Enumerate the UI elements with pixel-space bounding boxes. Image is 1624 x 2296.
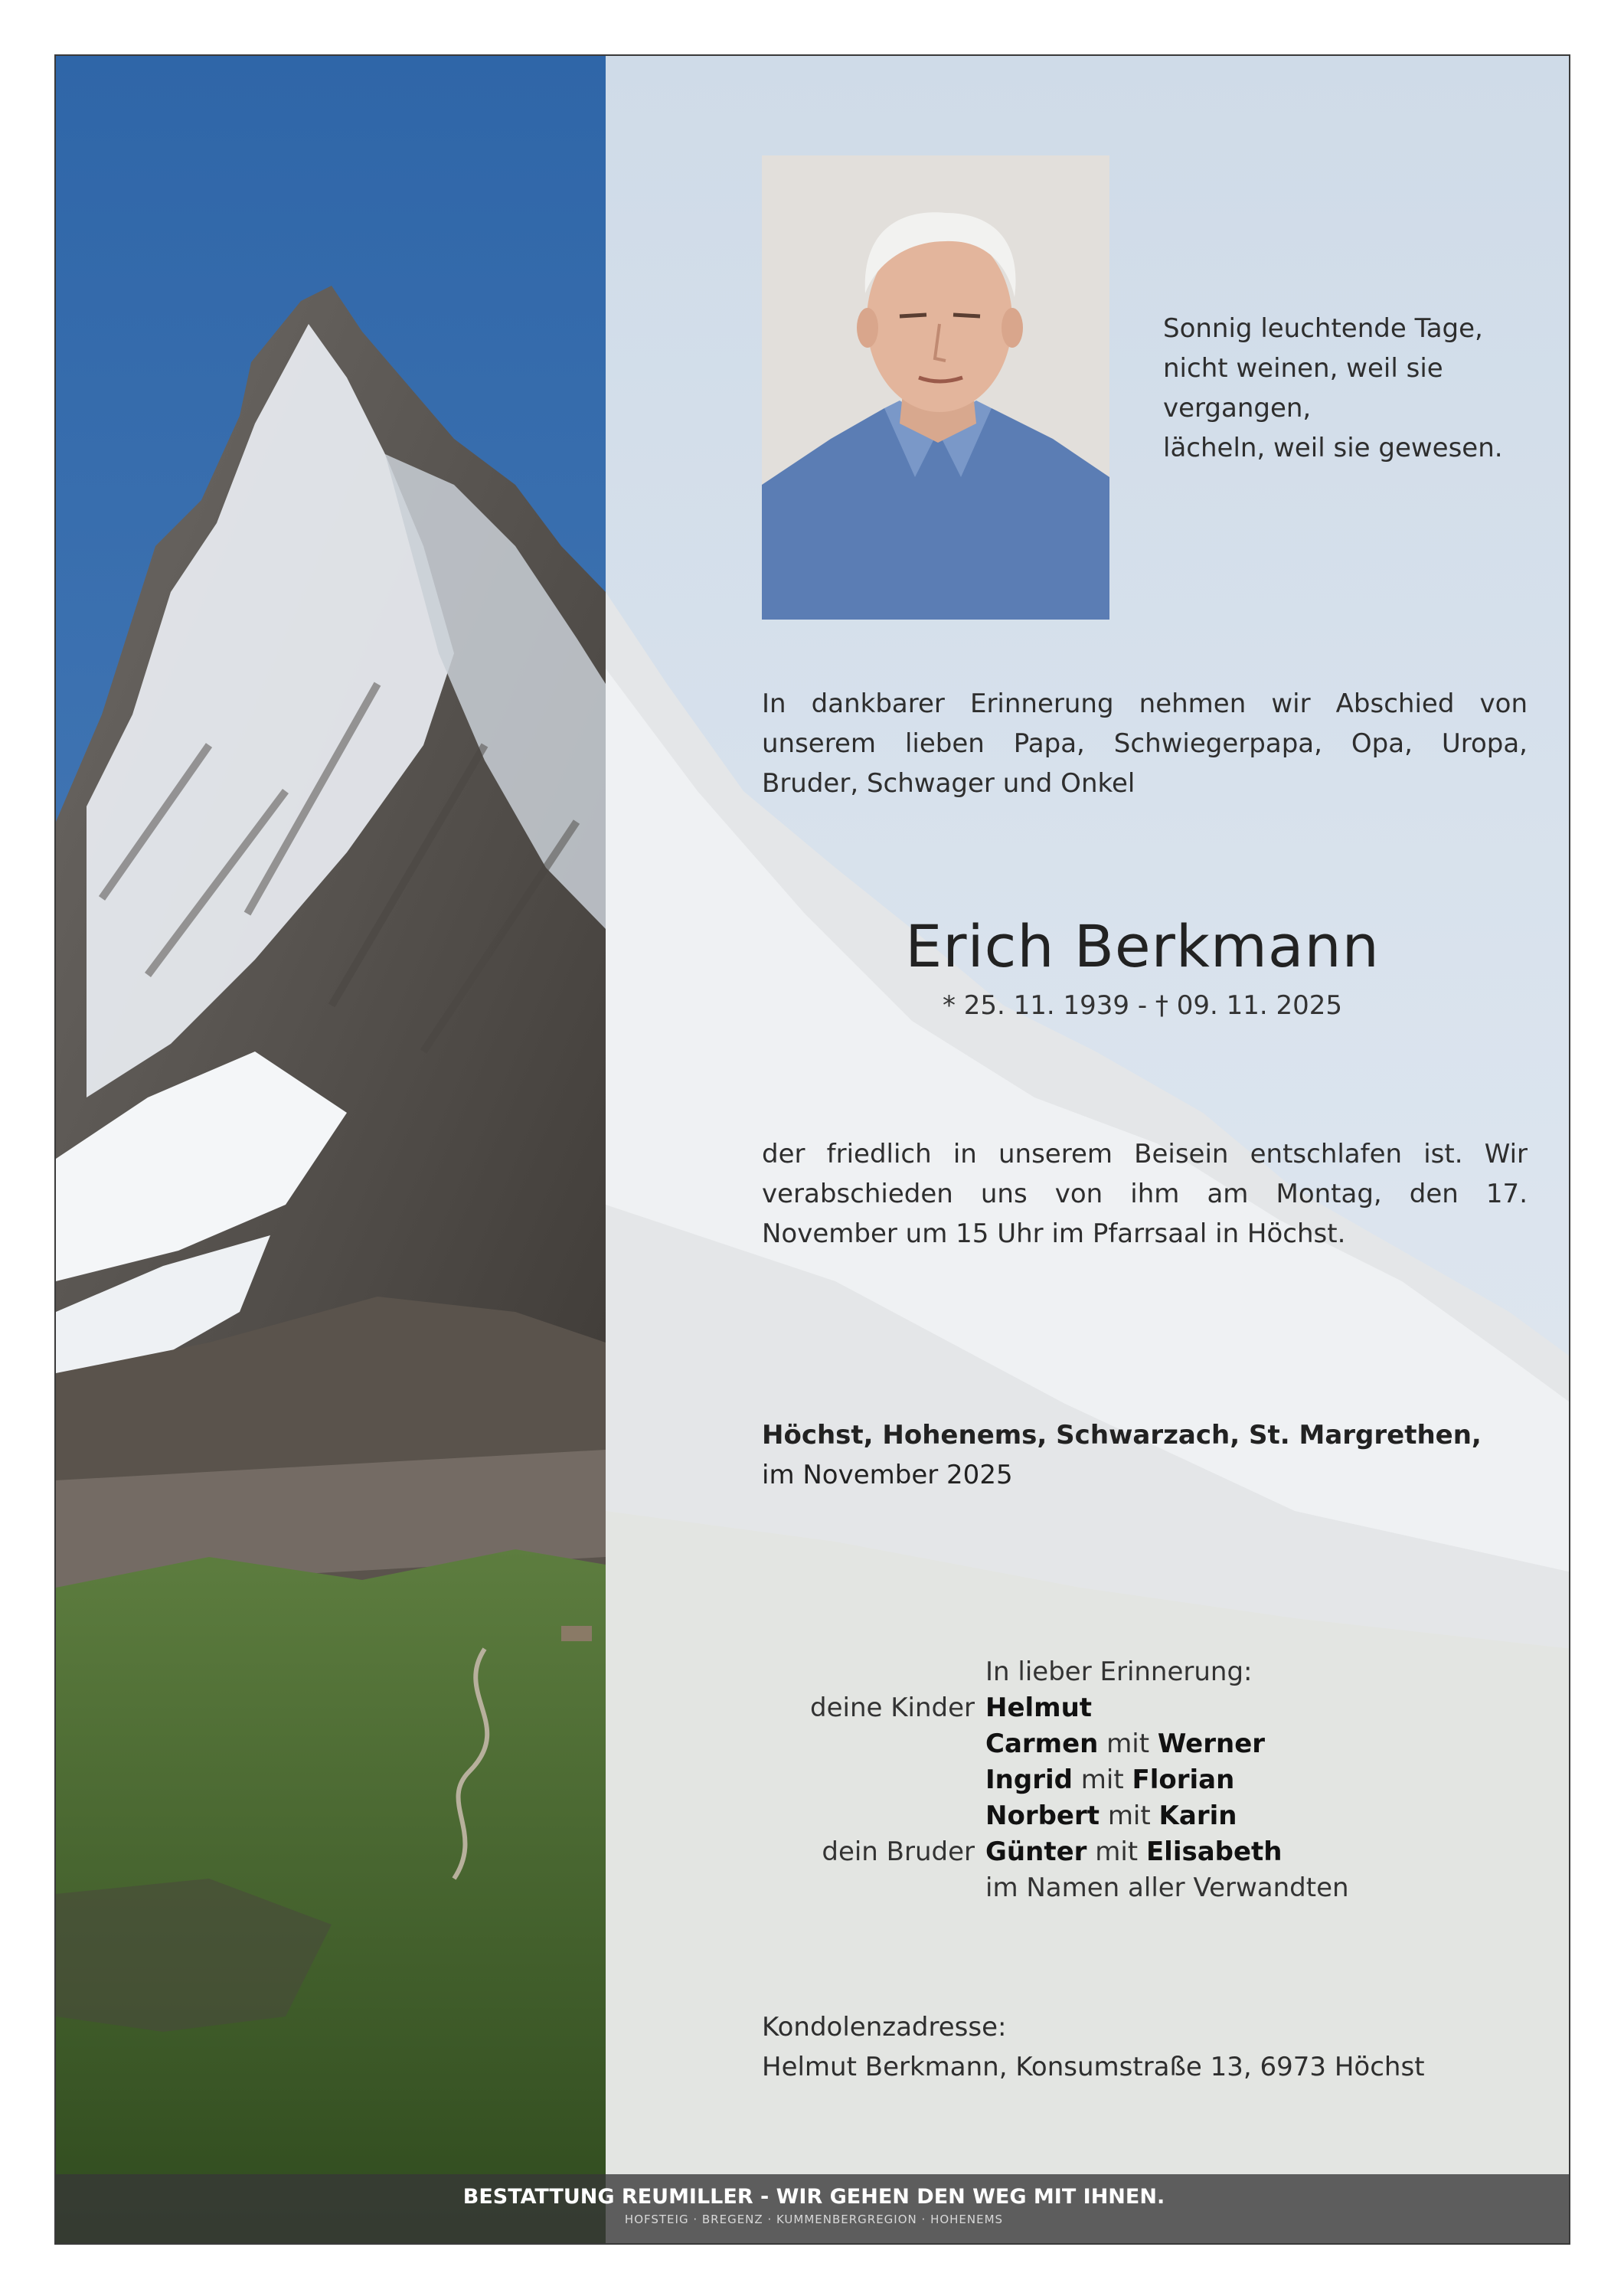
children-label: deine Kinder bbox=[810, 1693, 975, 1723]
mountain-photo bbox=[56, 56, 606, 2245]
mourner-partner-name: Karin bbox=[1158, 1800, 1237, 1831]
mourner-name: Carmen bbox=[985, 1729, 1099, 1759]
mourner-row bbox=[721, 1726, 1486, 1762]
with-word: mit bbox=[1107, 1800, 1151, 1831]
mourner-partner-name: Florian bbox=[1132, 1765, 1235, 1795]
mourner-partner-name: Elisabeth bbox=[1145, 1836, 1283, 1867]
poem bbox=[1163, 309, 1531, 468]
mourner-name: Helmut bbox=[985, 1693, 1093, 1723]
place-and-date bbox=[762, 1415, 1528, 1495]
condolence-label: Kondolenzadresse: bbox=[762, 2012, 1007, 2043]
poem-line: nicht weinen, weil sie bbox=[1163, 353, 1443, 384]
service-announcement: der friedlich in unserem Beisein entschlafen ist. Wir verabschieden uns von ihm am Montag, den 17. November um 15 Uhr im Pfarrsaal in Höchst. bbox=[762, 1139, 1528, 1249]
mourners-list bbox=[721, 1654, 1486, 1906]
mourners-heading-row bbox=[721, 1654, 1486, 1690]
mourner-name: Günter bbox=[985, 1836, 1087, 1867]
mourner-row bbox=[721, 1870, 1486, 1906]
portrait-photo bbox=[762, 155, 1109, 620]
relatives-line: im Namen aller Verwandten bbox=[985, 1872, 1349, 1903]
announcement-date: im November 2025 bbox=[762, 1460, 1013, 1490]
footer-slogan: BESTATTUNG REUMILLER - WIR GEHEN DEN WEG MIT IHNEN. bbox=[462, 2185, 1165, 2209]
intro-text: In dankbarer Erinnerung nehmen wir Abschied von unserem lieben Papa, Schwiegerpapa, Opa, Uropa, Bruder, Schwager und Onkel bbox=[762, 688, 1528, 799]
mourner-name: Ingrid bbox=[985, 1765, 1073, 1795]
mourners-heading: In lieber Erinnerung: bbox=[985, 1657, 1253, 1687]
mourner-row bbox=[721, 1834, 1486, 1870]
mourner-row bbox=[721, 1762, 1486, 1798]
mourner-name: Norbert bbox=[985, 1800, 1100, 1831]
brother-label: dein Bruder bbox=[822, 1836, 975, 1867]
life-dates: * 25. 11. 1939 - † 09. 11. 2025 bbox=[942, 990, 1343, 1021]
with-word: mit bbox=[1080, 1765, 1124, 1795]
obituary-card bbox=[54, 54, 1570, 2245]
footer-locations: HOFSTEIG · BREGENZ · KUMMENBERGREGION · HOHENEMS bbox=[624, 2213, 1004, 2226]
text-panel bbox=[606, 56, 1570, 2245]
condolence-address bbox=[762, 2007, 1528, 2087]
mourner-row bbox=[721, 1798, 1486, 1834]
deceased-name: Erich Berkmann bbox=[905, 912, 1380, 980]
with-word: mit bbox=[1095, 1836, 1139, 1867]
footer-band bbox=[56, 2174, 1570, 2245]
condolence-address-text: Helmut Berkmann, Konsumstraße 13, 6973 Höchst bbox=[762, 2052, 1425, 2082]
poem-line: Sonnig leuchtende Tage, bbox=[1163, 313, 1483, 344]
towns: Höchst, Hohenems, Schwarzach, St. Margrethen, bbox=[762, 1420, 1482, 1451]
poem-line: lächeln, weil sie gewesen. bbox=[1163, 433, 1503, 463]
with-word: mit bbox=[1106, 1729, 1150, 1759]
mourner-partner-name: Werner bbox=[1157, 1729, 1266, 1759]
poem-line: vergangen, bbox=[1163, 393, 1312, 424]
mourner-row bbox=[721, 1690, 1486, 1726]
